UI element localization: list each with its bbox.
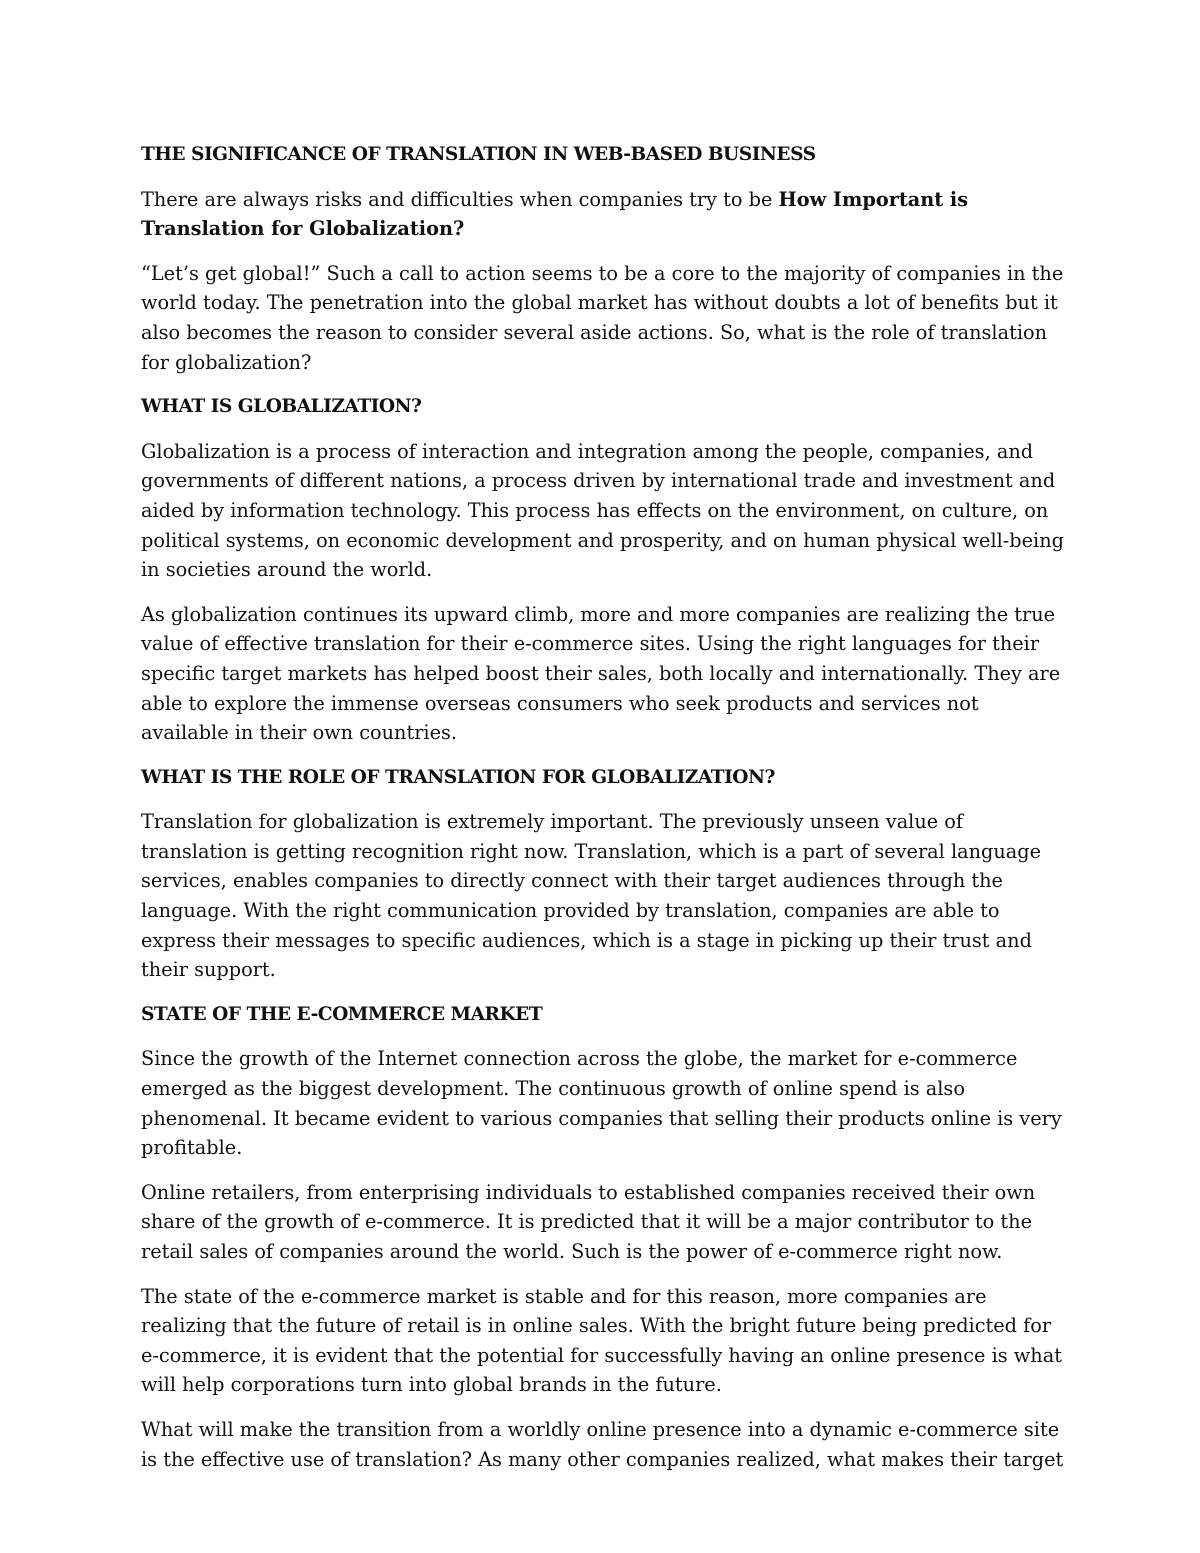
intro-bold-question: How Important is Translation for Globalization?: [141, 187, 969, 241]
section-heading-ecommerce-market: STATE OF THE E-COMMERCE MARKET: [141, 1003, 543, 1025]
paragraph-translation-importance: Translation for globalization is extremely important. The previously unseen value of translation is getting recognition right now. Translation, which is a part of several language services, enables companies to directly connect with their target audiences through the language. With the right communication provided by translation, companies are able to express their messages to specific audiences, which is a stage in picking up their trust and their support.: [141, 810, 1042, 982]
paragraph-online-retailers: Online retailers, from enterprising individuals to established companies received their own share of the growth of e-commerce. It is predicted that it will be a major contributor to the retail sales of companies around the world. Such is the power of e-commerce right now.: [141, 1180, 1036, 1263]
paragraph-market-state: The state of the e-commerce market is stable and for this reason, more companies are realizing that the future of retail is in online sales. With the bright future being predicted for e-commerce, it is evident that the potential for successfully having an online presence is what will help corporations turn into global brands in the future.: [141, 1284, 1062, 1397]
section-heading-role-of-translation: WHAT IS THE ROLE OF TRANSLATION FOR GLOBALIZATION?: [141, 766, 775, 788]
paragraph-internet-growth: Since the growth of the Internet connection across the globe, the market for e-commerce emerged as the biggest development. The continuous growth of online spend is also phenomenal. It became evident to various companies that selling their products online is very profitable.: [141, 1047, 1062, 1160]
section-heading-what-is-globalization: WHAT IS GLOBALIZATION?: [141, 396, 422, 418]
paragraph-lets-get-global: “Let’s get global!” Such a call to action seems to be a core to the majority of companies in the world today. The penetration into the global market has without doubts a lot of benefits but it also becomes the reason to consider several aside actions. So, what is the role of translation for globalization?: [141, 261, 1064, 374]
document-page: [141, 140, 1066, 1489]
paragraph-upward-climb: As globalization continues its upward climb, more and more companies are realizing the true value of effective translation for their e-commerce sites. Using the right languages for their specific target markets has helped boost their sales, both locally and internationally. They are able to explore the immense overseas consumers who seek products and services not available in their own countries.: [141, 602, 1061, 745]
document-title: THE SIGNIFICANCE OF TRANSLATION IN WEB-BASED BUSINESS: [141, 144, 816, 165]
paragraph-transition: What will make the transition from a worldly online presence into a dynamic e-commerce site is the effective use of translation? As many other companies realized, what makes their target: [141, 1417, 1064, 1471]
intro-text: There are always risks and difficulties when companies try to be: [141, 187, 779, 211]
paragraph-globalization-definition: Globalization is a process of interaction and integration among the people, companies, and governments of different nations, a process driven by international trade and investment and aided by information technology. This process has effects on the environment, on culture, on political systems, on economic development and prosperity, and on human physical well-being in societies around the world.: [141, 439, 1064, 582]
intro-paragraph: [141, 185, 1066, 244]
